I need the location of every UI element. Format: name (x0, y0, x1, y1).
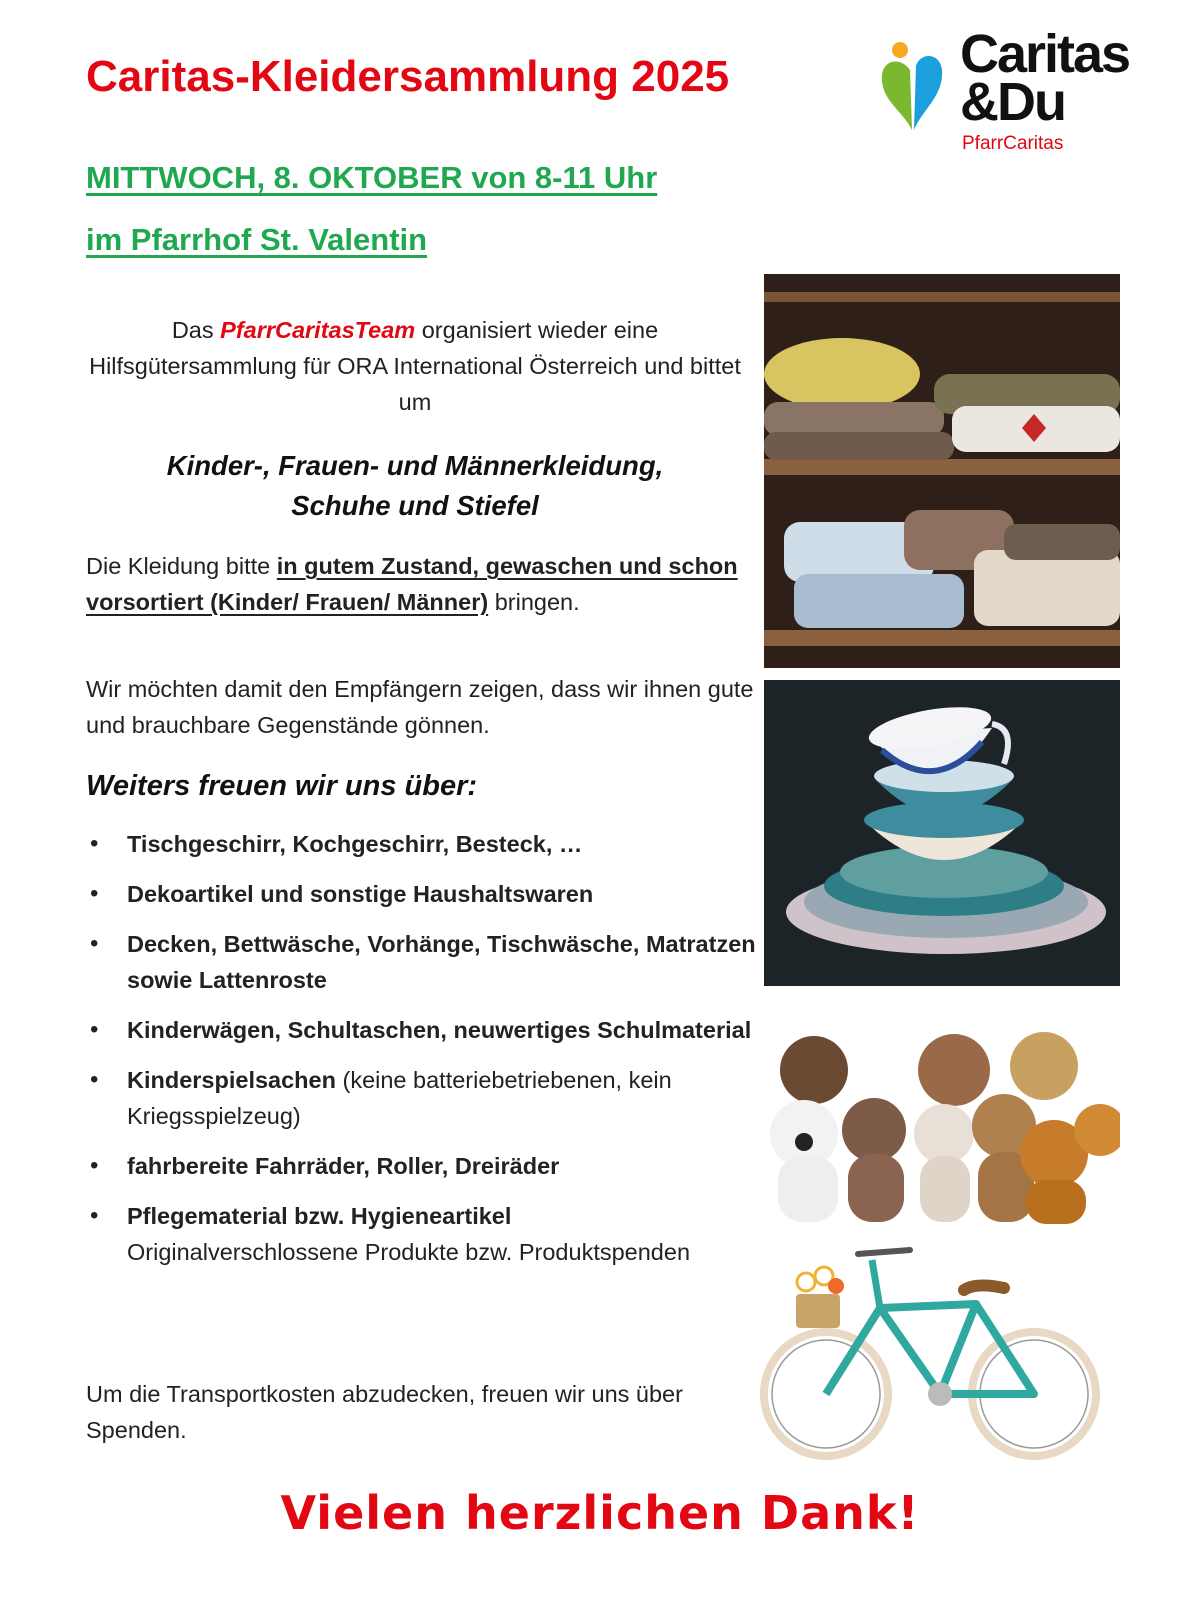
more-items-heading: Weiters freuen wir uns über: (86, 770, 478, 802)
dishes-photo (764, 680, 1120, 986)
teddy-bears-photo (764, 1030, 1120, 1226)
page-title: Caritas-Kleidersammlung 2025 (86, 52, 730, 101)
intro-suffix: organisiert wieder eine Hilfsgütersammlung für ORA International Österreich und bittet um (89, 317, 741, 415)
event-place-line: im Pfarrhof St. Valentin (86, 222, 428, 257)
list-item (86, 926, 766, 998)
condition-emphasis: in gutem Zustand, gewaschen und schon vorsortiert (Kinder/ Frauen/ Männer) (86, 553, 738, 615)
team-name: PfarrCaritasTeam (220, 317, 416, 343)
closing-paragraph: Um die Transportkosten abzudecken, freuen wir uns über Spenden. (86, 1381, 683, 1443)
list-item (86, 826, 766, 862)
list-item-text: (keine batteriebetriebenen, kein Kriegsspielzeug) (127, 1067, 672, 1129)
list-item-bold: Decken, Bettwäsche, Vorhänge, Tischwäsche, Matratzen sowie Lattenroste (127, 931, 756, 993)
recipients-paragraph: Wir möchten damit den Empfängern zeigen, dass wir ihnen gute und brauchbare Gegenstände gönnen. (86, 676, 754, 738)
list-item-bold: fahrbereite Fahrräder, Roller, Dreiräder (127, 1153, 560, 1179)
clothing-heading (86, 446, 744, 526)
list-item (86, 876, 766, 912)
logo-line-2: &Du (960, 72, 1065, 132)
event-date-line: MITTWOCH, 8. OKTOBER von 8-11 Uhr (86, 160, 658, 195)
logo-wordmark (960, 24, 1130, 132)
heart-logo-icon (872, 30, 952, 140)
clothing-line-1: Kinder-, Frauen- und Männerkleidung, (166, 450, 664, 481)
list-item (86, 1148, 766, 1184)
intro-prefix: Das (171, 317, 221, 343)
caritas-logo (872, 24, 1130, 160)
list-item (86, 1198, 766, 1270)
list-item (86, 1062, 766, 1134)
list-item-bold: Kinderspielsachen (127, 1067, 336, 1093)
bicycle-photo (750, 1240, 1120, 1464)
condition-prefix: Die Kleidung bitte (86, 553, 277, 579)
clothing-line-2: Schuhe und Stiefel (291, 490, 539, 521)
list-item-bold: Tischgeschirr, Kochgeschirr, Besteck, … (127, 831, 583, 857)
logo-subtitle: PfarrCaritas (962, 133, 1064, 154)
clothes-shelf-photo (764, 274, 1120, 668)
logo-line-1: Caritas (960, 24, 1130, 84)
intro-paragraph (86, 312, 744, 420)
list-item (86, 1012, 766, 1048)
donation-items-list (86, 826, 766, 1284)
condition-paragraph (86, 548, 766, 620)
list-item-bold: Pflegematerial bzw. Hygieneartikel (127, 1203, 512, 1229)
list-item-bold: Kinderwägen, Schultaschen, neuwertiges Schulmaterial (127, 1017, 752, 1043)
list-item-bold: Dekoartikel und sonstige Haushaltswaren (127, 881, 594, 907)
list-item-text: Originalverschlossene Produkte bzw. Produktspenden (127, 1239, 691, 1265)
condition-suffix: bringen. (488, 589, 580, 615)
thank-you-message: Vielen herzlichen Dank! (280, 1486, 920, 1540)
